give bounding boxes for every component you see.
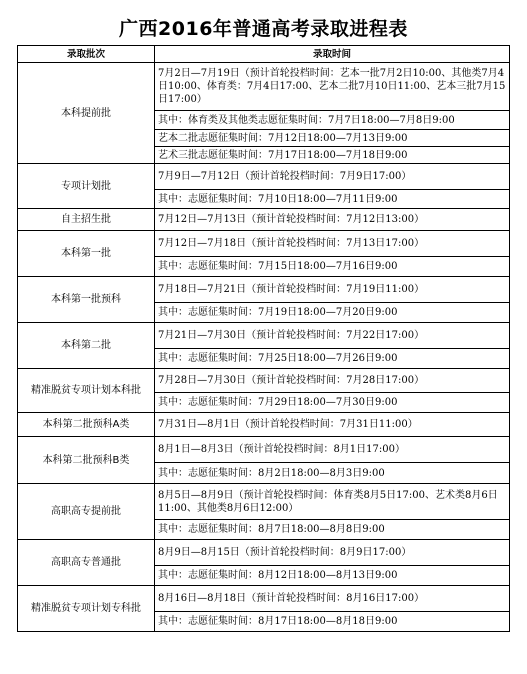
time-cell: 艺本二批志愿征集时间：7月12日18:00—7月13日9:00: [155, 130, 510, 147]
time-cell: 其中：志愿征集时间：7月15日18:00—7月16日9:00: [155, 257, 510, 277]
table-row: [18, 231, 510, 257]
time-cell: 其中：志愿征集时间：7月29日18:00—7月30日9:00: [155, 393, 510, 413]
time-cell: 7月18日—7月21日（预计首轮投档时间：7月19日11:00）: [155, 277, 510, 303]
batch-cell: 本科第一批: [18, 231, 155, 277]
header-time: 录取时间: [155, 46, 510, 63]
table-row: [18, 323, 510, 349]
batch-cell: 本科第一批预科: [18, 277, 155, 323]
batch-cell: 本科第二批预科B类: [18, 437, 155, 484]
time-cell: 其中：体育类及其他类志愿征集时间：7月7日18:00—7月8日9:00: [155, 111, 510, 130]
header-batch: 录取批次: [18, 46, 155, 63]
time-cell: 其中：志愿征集时间：7月19日18:00—7月20日9:00: [155, 303, 510, 323]
page-title: 广西2016年普通高考录取进程表: [119, 18, 408, 40]
batch-cell: 专项计划批: [18, 164, 155, 209]
time-cell: 8月5日—8月9日（预计首轮投档时间：体育类8月5日17:00、艺术类8月6日11:00、其他类8月6日12:00）: [155, 484, 510, 520]
time-cell: 其中：志愿征集时间：7月10日18:00—7月11日9:00: [155, 190, 510, 209]
table-row: [18, 437, 510, 463]
batch-cell: 高职高专提前批: [18, 484, 155, 540]
time-cell: 其中：志愿征集时间：7月25日18:00—7月26日9:00: [155, 349, 510, 369]
time-cell: 7月28日—7月30日（预计首轮投档时间：7月28日17:00）: [155, 369, 510, 393]
table-row: [18, 369, 510, 393]
batch-cell: 精准脱贫专项计划本科批: [18, 369, 155, 413]
table-row: [18, 413, 510, 437]
batch-cell: 高职高专普通批: [18, 540, 155, 586]
table-row: [18, 277, 510, 303]
table-body: [18, 63, 510, 632]
time-cell: 7月31日—8月1日（预计首轮投档时间：7月31日11:00）: [155, 413, 510, 437]
time-cell: 7月12日—7月13日（预计首轮投档时间：7月12日13:00）: [155, 209, 510, 231]
table-row: [18, 586, 510, 612]
time-cell: 7月2日—7月19日（预计首轮投档时间：艺本一批7月2日10:00、其他类7月4日10:00、体育类：7月4日17:00、艺本二批7月10日11:00、艺本三批7月15日17:00）: [155, 63, 510, 111]
table-row: [18, 164, 510, 190]
time-cell: 7月9日—7月12日（预计首轮投档时间：7月9日17:00）: [155, 164, 510, 190]
table-header-row: [18, 46, 510, 63]
table-row: [18, 63, 510, 111]
table-row: [18, 484, 510, 520]
batch-cell: 本科第二批预科A类: [18, 413, 155, 437]
time-cell: 其中：志愿征集时间：8月17日18:00—8月18日9:00: [155, 612, 510, 632]
time-cell: 8月1日—8月3日（预计首轮投档时间：8月1日17:00）: [155, 437, 510, 463]
batch-cell: 自主招生批: [18, 209, 155, 231]
time-cell: 8月16日—8月18日（预计首轮投档时间：8月16日17:00）: [155, 586, 510, 612]
time-cell: 其中：志愿征集时间：8月2日18:00—8月3日9:00: [155, 463, 510, 484]
time-cell: 其中：志愿征集时间：8月7日18:00—8月8日9:00: [155, 520, 510, 540]
batch-cell: 本科第二批: [18, 323, 155, 369]
admission-schedule-table: [17, 45, 510, 632]
time-cell: 其中：志愿征集时间：8月12日18:00—8月13日9:00: [155, 566, 510, 586]
time-cell: 7月21日—7月30日（预计首轮投档时间：7月22日17:00）: [155, 323, 510, 349]
time-cell: 艺术三批志愿征集时间：7月17日18:00—7月18日9:00: [155, 147, 510, 164]
time-cell: 7月12日—7月18日（预计首轮投档时间：7月13日17:00）: [155, 231, 510, 257]
table-row: [18, 540, 510, 566]
batch-cell: 本科提前批: [18, 63, 155, 164]
batch-cell: 精准脱贫专项计划专科批: [18, 586, 155, 632]
table-row: [18, 209, 510, 231]
time-cell: 8月9日—8月15日（预计首轮投档时间：8月9日17:00）: [155, 540, 510, 566]
